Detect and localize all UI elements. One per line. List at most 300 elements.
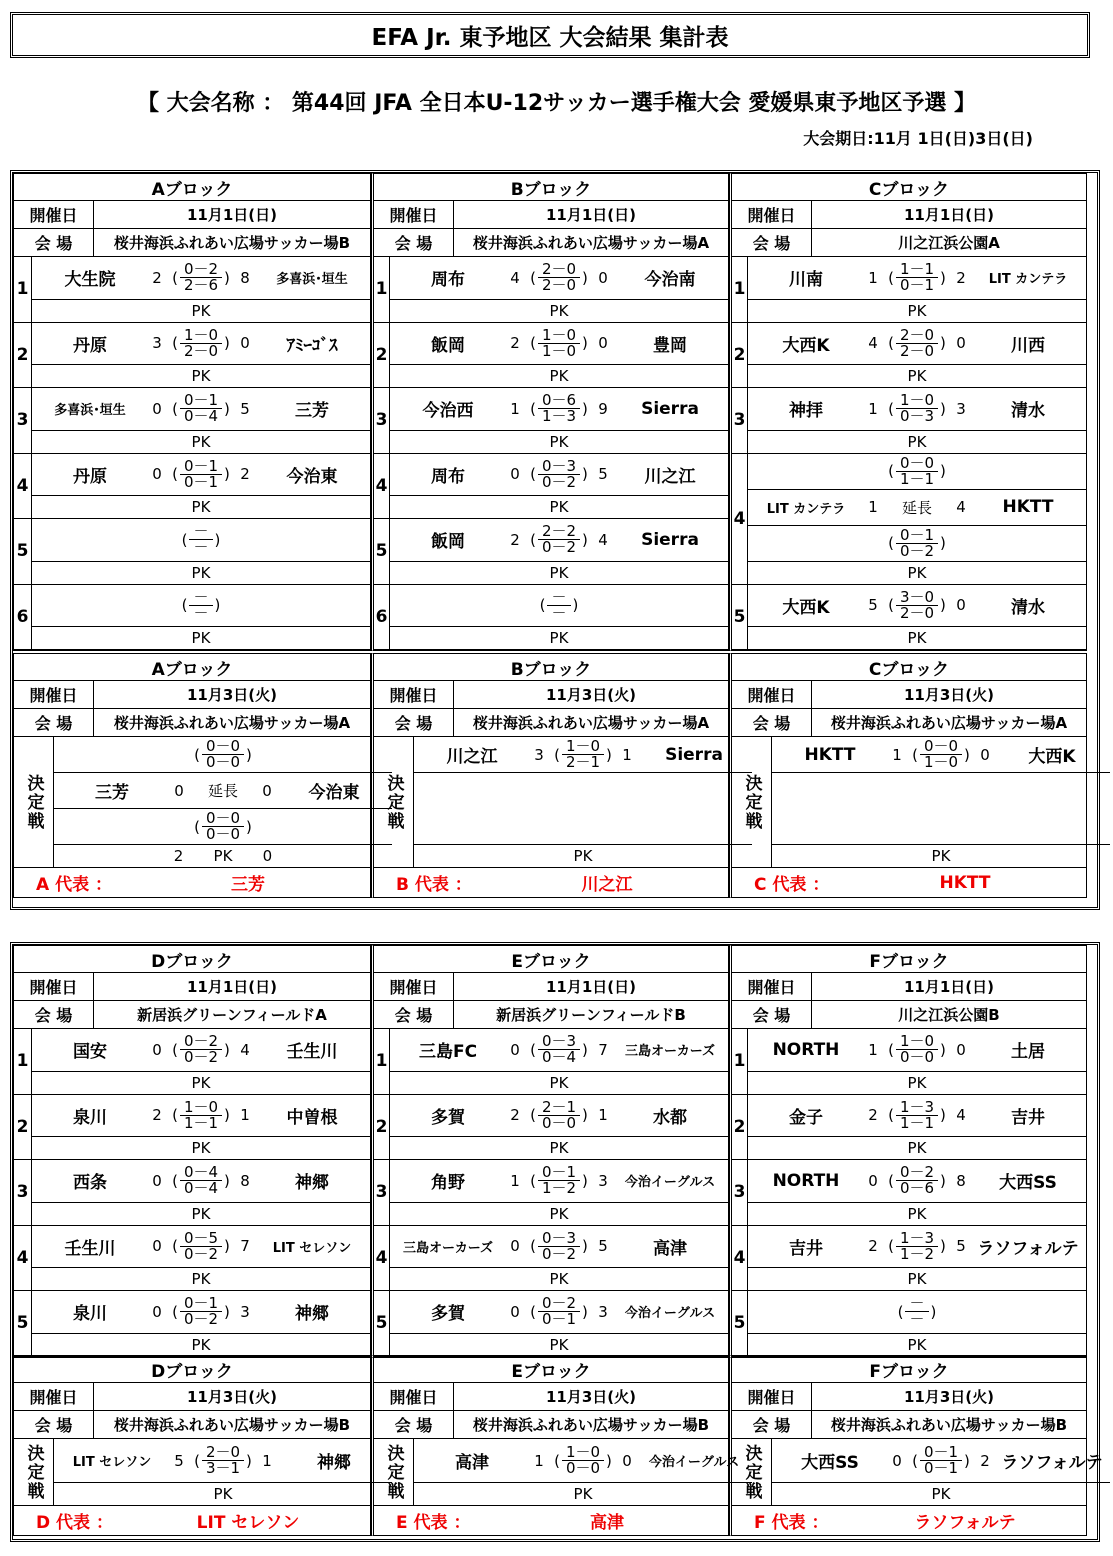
document-title: EFA Jr. 東予地区 大会結果 集計表 bbox=[10, 12, 1090, 58]
home-score: 0 bbox=[510, 1302, 520, 1321]
paren-open: ( bbox=[172, 1302, 178, 1321]
pk-line bbox=[390, 1203, 728, 1225]
half-fraction bbox=[180, 1165, 222, 1196]
home-score: 2 bbox=[510, 1106, 520, 1125]
first-half-score: － bbox=[905, 1296, 928, 1312]
home-pk: 2 bbox=[173, 847, 184, 865]
second-half-score: 1－1 bbox=[183, 1113, 219, 1132]
match-number: 2 bbox=[374, 1095, 390, 1160]
pk-line bbox=[390, 300, 728, 322]
score-line bbox=[32, 519, 370, 562]
date-label: 開催日 bbox=[374, 681, 454, 708]
half-scores bbox=[882, 1034, 952, 1065]
paren-open: ( bbox=[530, 465, 536, 484]
paren-open: ( bbox=[897, 1302, 904, 1321]
pk-label: PK bbox=[213, 1485, 233, 1503]
paren-close: ) bbox=[582, 334, 588, 353]
paren-close: ) bbox=[582, 1106, 588, 1125]
match-body bbox=[32, 454, 370, 519]
venue-label: 会 場 bbox=[374, 229, 454, 256]
half-scores bbox=[906, 739, 976, 770]
paren-close: ) bbox=[940, 1237, 946, 1256]
half-fraction bbox=[538, 1165, 580, 1196]
match-number: 3 bbox=[374, 388, 390, 453]
pk-line bbox=[748, 1137, 1086, 1159]
score-line bbox=[390, 1095, 728, 1138]
away-team: 神郷 bbox=[317, 1453, 351, 1473]
regular-time-line bbox=[748, 454, 1086, 490]
half-scores bbox=[882, 1296, 952, 1327]
home-team: 高津 bbox=[455, 1453, 489, 1473]
half-fraction bbox=[547, 587, 570, 622]
paren-open: ( bbox=[888, 1040, 894, 1059]
score-line bbox=[748, 1226, 1086, 1269]
match-row bbox=[14, 1095, 370, 1161]
tournament-name: 【 大会名称 ： 第44回 JFA 全日本U-12サッカー選手権大会 愛媛県東予地区予選 】 bbox=[136, 91, 977, 116]
score-line bbox=[748, 1291, 1086, 1334]
match-row bbox=[14, 257, 370, 323]
second-half-score: 0－2 bbox=[183, 1244, 219, 1263]
away-team: 川之江 bbox=[644, 466, 696, 487]
home-team: NORTH bbox=[772, 1039, 840, 1060]
paren-close: ) bbox=[606, 745, 612, 764]
match-number: 4 bbox=[732, 454, 748, 584]
second-half-score: 1－2 bbox=[899, 1244, 935, 1263]
score-line bbox=[748, 1160, 1086, 1203]
half-scores bbox=[524, 524, 594, 555]
paren-open: ( bbox=[530, 1040, 536, 1059]
match-body bbox=[748, 1291, 1086, 1356]
pk-line bbox=[32, 1137, 370, 1159]
final-body bbox=[54, 737, 392, 867]
score-line bbox=[748, 323, 1086, 366]
pk-label: PK bbox=[191, 1270, 211, 1288]
venue-row bbox=[732, 1411, 1086, 1439]
pk-label: PK bbox=[907, 1073, 927, 1092]
paren-close: ) bbox=[964, 1451, 970, 1470]
venue-label: 会 場 bbox=[14, 1001, 94, 1028]
half-scores bbox=[524, 587, 594, 622]
second-half-score: 1－1 bbox=[899, 469, 935, 488]
home-team: 大西SS bbox=[801, 1453, 859, 1473]
match-number: 3 bbox=[374, 1160, 390, 1225]
venue-label: 会 場 bbox=[732, 709, 812, 736]
second-half-score: 0－2 bbox=[541, 472, 577, 491]
home-team: 川之江 bbox=[446, 747, 498, 768]
date-row bbox=[732, 201, 1086, 229]
final-body bbox=[54, 1439, 392, 1505]
second-half-score: 0－2 bbox=[541, 1244, 577, 1263]
venue-row bbox=[374, 709, 728, 737]
first-half-score: 0－4 bbox=[180, 1165, 222, 1181]
final-row bbox=[732, 737, 1086, 867]
match-row bbox=[14, 454, 370, 520]
venue-row bbox=[14, 229, 370, 257]
paren-open: ( bbox=[530, 1302, 536, 1321]
away-score: 2 bbox=[240, 465, 250, 484]
second-half-score: 0－4 bbox=[183, 407, 219, 426]
match-number: 6 bbox=[14, 585, 32, 650]
away-team: 今治東 bbox=[286, 466, 338, 487]
away-score: 2 bbox=[956, 268, 966, 287]
second-half-score: 2－0 bbox=[183, 341, 219, 360]
match-row bbox=[374, 1291, 728, 1357]
paren-open: ( bbox=[888, 462, 894, 480]
paren-open: ( bbox=[888, 1237, 894, 1256]
match-number: 3 bbox=[14, 388, 32, 453]
away-score: 4 bbox=[956, 1106, 966, 1125]
paren-open: ( bbox=[194, 1451, 200, 1470]
match-date: 11月3日(火) bbox=[545, 1388, 637, 1406]
match-number: 6 bbox=[374, 585, 390, 650]
second-half-score: 0－0 bbox=[899, 1048, 935, 1067]
match-date: 11月3日(火) bbox=[545, 686, 637, 704]
match-row bbox=[732, 388, 1086, 454]
representative-row bbox=[374, 1505, 728, 1535]
half-fraction bbox=[896, 453, 938, 488]
pk-label: PK bbox=[573, 1485, 593, 1503]
first-half-score: 0－3 bbox=[538, 459, 580, 475]
pk-label: PK bbox=[549, 629, 569, 647]
date-label: 開催日 bbox=[732, 201, 812, 228]
home-score: 0 bbox=[510, 1040, 520, 1059]
block-final-Dブロック bbox=[13, 1355, 371, 1536]
half-fraction bbox=[562, 739, 604, 770]
match-row bbox=[14, 1029, 370, 1095]
half-fraction bbox=[920, 739, 962, 770]
pk-line bbox=[32, 1268, 370, 1290]
score-line bbox=[748, 585, 1086, 628]
final-body bbox=[772, 737, 1110, 867]
half-scores bbox=[188, 739, 258, 770]
score-line bbox=[32, 454, 370, 497]
paren-open: ( bbox=[172, 1040, 178, 1059]
match-body bbox=[32, 585, 370, 650]
away-team: Sierra bbox=[641, 529, 699, 550]
first-half-score: 0－0 bbox=[920, 739, 962, 755]
match-venue: 桜井海浜ふれあい広場サッカー場B bbox=[113, 234, 351, 252]
paren-close: ) bbox=[214, 530, 221, 549]
match-body bbox=[748, 1226, 1086, 1291]
paren-close: ) bbox=[940, 534, 946, 552]
home-score: 1 bbox=[868, 498, 878, 516]
match-row bbox=[374, 388, 728, 454]
home-score: 0 bbox=[892, 1451, 902, 1470]
match-number: 1 bbox=[14, 257, 32, 322]
bottom-results-frame bbox=[10, 942, 1103, 1542]
match-venue: 新居浜グリーンフィールドB bbox=[496, 1006, 686, 1024]
first-half-score: 1－0 bbox=[562, 1445, 604, 1461]
half-scores bbox=[882, 587, 952, 622]
half-fraction bbox=[920, 1445, 962, 1476]
match-number: 5 bbox=[14, 1291, 32, 1356]
second-half-score: 0－4 bbox=[541, 1048, 577, 1067]
pk-label: PK bbox=[907, 301, 927, 320]
block-name: Cブロック bbox=[732, 174, 1086, 201]
first-half-score: 3－0 bbox=[896, 590, 938, 606]
paren-open: ( bbox=[888, 534, 894, 552]
match-number: 4 bbox=[14, 454, 32, 519]
block-name: Cブロック bbox=[732, 654, 1086, 681]
home-score: 2 bbox=[868, 1237, 878, 1256]
first-half-score: 2－0 bbox=[896, 328, 938, 344]
match-number: 5 bbox=[374, 519, 390, 584]
home-team: 飯岡 bbox=[431, 335, 465, 356]
home-team: NORTH bbox=[772, 1170, 840, 1191]
pk-line bbox=[390, 1072, 728, 1094]
block-final-Fブロック bbox=[729, 1355, 1103, 1536]
representative-label: A 代表 ： bbox=[36, 875, 112, 895]
away-team: 高津 bbox=[653, 1238, 687, 1259]
half-scores bbox=[524, 1034, 594, 1065]
date-label: 開催日 bbox=[732, 1383, 812, 1410]
first-half-score: 1－0 bbox=[180, 1100, 222, 1116]
match-body bbox=[390, 323, 728, 388]
score-line bbox=[54, 1439, 392, 1483]
away-score: 1 bbox=[240, 1106, 250, 1125]
away-score: 5 bbox=[598, 1237, 608, 1256]
match-number: 4 bbox=[732, 1226, 748, 1291]
match-row bbox=[14, 585, 370, 651]
home-team: 西条 bbox=[73, 1173, 107, 1194]
paren-open: ( bbox=[172, 334, 178, 353]
away-team: 神郷 bbox=[295, 1304, 329, 1325]
representative-team: ラソフォルテ bbox=[914, 1513, 1016, 1533]
second-half-score: 0－1 bbox=[923, 1459, 959, 1477]
date-row bbox=[732, 681, 1086, 709]
second-half-score: 0－2 bbox=[899, 541, 935, 560]
home-score: 0 bbox=[152, 1171, 162, 1190]
second-half-score: 0－2 bbox=[183, 1048, 219, 1067]
home-team: 三芳 bbox=[95, 783, 129, 803]
second-half-score: 0－0 bbox=[565, 1459, 601, 1477]
second-half-score: 1－3 bbox=[541, 407, 577, 426]
match-body bbox=[32, 388, 370, 453]
half-scores bbox=[166, 1296, 236, 1327]
score-line bbox=[390, 454, 728, 497]
match-number: 2 bbox=[374, 323, 390, 388]
pk-line bbox=[748, 1334, 1086, 1356]
half-fraction bbox=[180, 456, 222, 491]
match-body bbox=[390, 388, 728, 453]
half-fraction bbox=[202, 739, 244, 770]
match-body bbox=[748, 1160, 1086, 1225]
final-body bbox=[772, 1439, 1110, 1505]
half-scores bbox=[524, 393, 594, 424]
away-team: 吉井 bbox=[1011, 1107, 1045, 1128]
home-team: 今治西 bbox=[422, 401, 474, 422]
pk-line bbox=[390, 431, 728, 453]
block-Fブロック bbox=[729, 945, 1087, 1358]
match-body bbox=[390, 454, 728, 519]
block-Cブロック bbox=[729, 173, 1087, 651]
home-score: 0 bbox=[152, 1040, 162, 1059]
first-half-score: 1－0 bbox=[896, 393, 938, 409]
score-line bbox=[390, 1226, 728, 1269]
second-half-score: － bbox=[909, 1310, 925, 1329]
final-label: 決定戦 bbox=[732, 1439, 772, 1505]
away-score: 8 bbox=[240, 1171, 250, 1190]
away-team: LIT セレソン bbox=[272, 1240, 352, 1256]
home-team: 多喜浜･垣生 bbox=[54, 403, 126, 419]
first-half-score: 0－1 bbox=[920, 1445, 962, 1461]
away-team: 今治南 bbox=[644, 270, 696, 291]
home-team: LIT セレソン bbox=[72, 1455, 152, 1470]
pk-label: PK bbox=[907, 1270, 927, 1288]
first-half-score: 0－0 bbox=[202, 739, 244, 755]
final-row bbox=[732, 1439, 1103, 1505]
away-score: 0 bbox=[956, 334, 966, 353]
second-half-score: － bbox=[551, 603, 567, 622]
half-fraction bbox=[896, 1097, 938, 1132]
first-half-score: 0－2 bbox=[180, 262, 222, 278]
away-score: 0 bbox=[598, 268, 608, 287]
match-row bbox=[14, 1226, 370, 1292]
match-number: 2 bbox=[14, 1095, 32, 1160]
half-fraction bbox=[180, 325, 222, 360]
date-label: 開催日 bbox=[374, 1383, 454, 1410]
paren-close: ) bbox=[582, 1040, 588, 1059]
home-score: 4 bbox=[868, 334, 878, 353]
match-venue: 桜井海浜ふれあい広場サッカー場B bbox=[472, 1416, 710, 1434]
half-fraction bbox=[538, 1034, 580, 1065]
pk-label: PK bbox=[191, 367, 211, 385]
second-half-score: 1－0 bbox=[923, 753, 959, 772]
final-body bbox=[414, 737, 752, 867]
venue-row bbox=[14, 1001, 370, 1029]
half-scores bbox=[166, 325, 236, 360]
away-score: 8 bbox=[956, 1171, 966, 1190]
away-pk: 0 bbox=[262, 847, 273, 865]
paren-open: ( bbox=[888, 596, 894, 615]
pk-line bbox=[414, 845, 752, 867]
score-line bbox=[32, 388, 370, 431]
pk-label: PK bbox=[549, 1270, 569, 1288]
paren-open: ( bbox=[172, 1171, 178, 1190]
paren-close: ) bbox=[582, 1171, 588, 1190]
half-scores bbox=[524, 1296, 594, 1327]
half-scores bbox=[548, 739, 618, 770]
match-venue: 川之江浜公園B bbox=[898, 1006, 1000, 1024]
pk-label: PK bbox=[907, 1139, 927, 1157]
half-fraction bbox=[538, 262, 580, 293]
home-score: 0 bbox=[152, 465, 162, 484]
paren-open: ( bbox=[530, 1106, 536, 1125]
final-label: 決定戦 bbox=[374, 1439, 414, 1505]
pk-label: PK bbox=[191, 301, 211, 320]
match-body bbox=[32, 257, 370, 322]
score-line bbox=[32, 1029, 370, 1072]
away-team: 大西K bbox=[1028, 747, 1076, 768]
away-team: Sierra bbox=[641, 398, 699, 419]
match-row bbox=[374, 1160, 728, 1226]
block-name: Fブロック bbox=[732, 1356, 1086, 1383]
paren-close: ) bbox=[582, 268, 588, 287]
venue-label: 会 場 bbox=[374, 1411, 454, 1438]
score-line bbox=[390, 585, 728, 628]
pk-line bbox=[748, 562, 1086, 584]
block-final-Cブロック bbox=[729, 653, 1087, 898]
representative-row bbox=[732, 1505, 1086, 1535]
date-label: 開催日 bbox=[374, 973, 454, 1000]
paren-open: ( bbox=[530, 1237, 536, 1256]
paren-close: ) bbox=[214, 596, 221, 615]
pk-label: PK bbox=[549, 301, 569, 320]
paren-close: ) bbox=[572, 596, 579, 615]
pk-line bbox=[748, 300, 1086, 322]
half-scores bbox=[166, 1228, 236, 1263]
paren-open: ( bbox=[172, 1106, 178, 1125]
away-score: 1 bbox=[262, 1451, 272, 1470]
paren-open: ( bbox=[194, 817, 200, 836]
home-score: 1 bbox=[510, 1171, 520, 1190]
match-date: 11月1日(日) bbox=[903, 206, 995, 224]
match-body bbox=[748, 1095, 1086, 1160]
half-scores bbox=[166, 262, 236, 293]
final-label: 決定戦 bbox=[374, 737, 414, 867]
second-half-score: － bbox=[193, 538, 209, 557]
home-team: 泉川 bbox=[73, 1107, 107, 1128]
match-date: 11月1日(日) bbox=[903, 978, 995, 996]
home-team: HKTT bbox=[804, 744, 856, 765]
representative-row bbox=[732, 867, 1086, 897]
first-half-score: － bbox=[547, 590, 570, 606]
home-score: 5 bbox=[174, 1451, 184, 1470]
half-scores bbox=[188, 1445, 258, 1476]
second-half-score: 3－1 bbox=[205, 1459, 241, 1477]
home-team: 吉井 bbox=[789, 1238, 823, 1259]
pk-line bbox=[390, 1334, 728, 1356]
score-line bbox=[390, 323, 728, 366]
pk-label: PK bbox=[191, 1335, 211, 1354]
pk-label: PK bbox=[191, 1073, 211, 1092]
away-score: 9 bbox=[598, 399, 608, 418]
score-line bbox=[748, 1095, 1086, 1138]
half-fraction bbox=[538, 1296, 580, 1327]
home-score: 0 bbox=[868, 1171, 878, 1190]
half-scores bbox=[524, 1165, 594, 1196]
venue-label: 会 場 bbox=[732, 1411, 812, 1438]
pk-line bbox=[32, 627, 370, 649]
paren-close: ) bbox=[582, 399, 588, 418]
home-score: 0 bbox=[510, 465, 520, 484]
second-half-score: 0－2 bbox=[183, 1310, 219, 1329]
match-row bbox=[14, 519, 370, 585]
match-body bbox=[32, 1160, 370, 1225]
venue-label: 会 場 bbox=[14, 709, 94, 736]
match-body bbox=[748, 1029, 1086, 1094]
match-date: 11月3日(火) bbox=[186, 1388, 278, 1406]
first-half-score: 0－3 bbox=[538, 1034, 580, 1050]
second-half-score: 0－1 bbox=[899, 276, 935, 295]
away-team: 水都 bbox=[653, 1107, 687, 1128]
match-number: 4 bbox=[14, 1226, 32, 1291]
second-half-score: 2－0 bbox=[899, 603, 935, 622]
paren-close: ) bbox=[224, 465, 230, 484]
away-score: 4 bbox=[240, 1040, 250, 1059]
half-scores bbox=[882, 1165, 952, 1196]
match-number: 4 bbox=[374, 454, 390, 519]
half-fraction bbox=[896, 1034, 938, 1065]
extra-half-line bbox=[54, 809, 392, 845]
pk-label: PK bbox=[549, 1139, 569, 1157]
extra-time-line bbox=[748, 490, 1086, 526]
second-half-score: 0－0 bbox=[205, 753, 241, 771]
match-number: 1 bbox=[374, 1029, 390, 1094]
venue-label: 会 場 bbox=[732, 229, 812, 256]
half-fraction bbox=[896, 325, 938, 360]
pk-label: PK bbox=[931, 847, 951, 865]
